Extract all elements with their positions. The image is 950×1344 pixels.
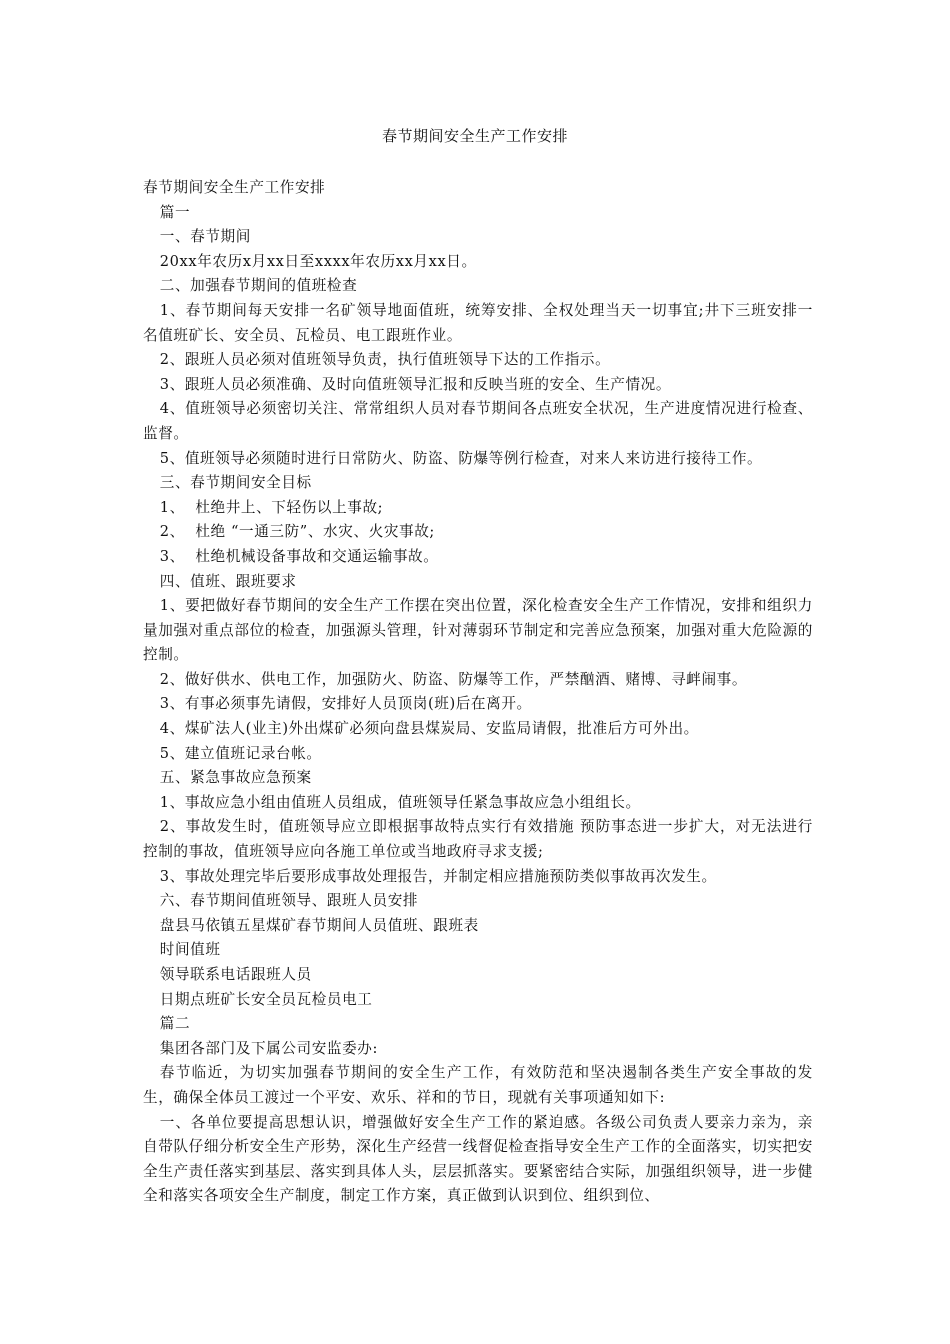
document-body [143, 176, 813, 1209]
section-heading: 五、紧急事故应急预案 [159, 769, 312, 787]
section-heading: 篇二 [159, 1015, 191, 1033]
paragraph: 一、各单位要提高思想认识，增强做好安全生产工作的紧迫感。各级公司负责人要亲力亲为，亲自带队仔细分析安全生产形势，深化生产经营一线督促检查指导安全生产工作的全面落实，切实把安全生产责任落实到基层、落实到具体人头，层层抓落实。要紧密结合实际，加强组织领导，进一步健全和落实各项安全生产制度，制定工作方案，真正做到认识到位、组织到位、 [143, 1113, 813, 1205]
paragraph: 3、事故处理完毕后要形成事故处理报告，并制定相应措施预防类似事故再次发生。 [159, 867, 717, 885]
paragraph: 3、有事必须事先请假，安排好人员顶岗(班)后在离开。 [159, 695, 532, 713]
paragraph: 2、跟班人员必须对值班领导负责，执行值班领导下达的工作指示。 [159, 351, 611, 369]
paragraph: 领导联系电话跟班人员 [159, 966, 312, 983]
paragraph: 4、值班领导必须密切关注、常常组织人员对春节期间各点班安全状况，生产进度情况进行检查、监督。 [143, 400, 813, 442]
section-heading: 二、加强春节期间的值班检查 [159, 277, 358, 295]
paragraph: 3、跟班人员必须准确、及时向值班领导汇报和反映当班的安全、生产情况。 [159, 375, 672, 393]
paragraph: 2、 杜绝 “一通三防”、水灾、火灾事故; [159, 523, 435, 541]
paragraph: 时间值班 [159, 941, 221, 959]
paragraph: 日期点班矿长安全员瓦检员电工 [159, 990, 373, 1008]
paragraph: 5、建立值班记录台帐。 [159, 744, 322, 762]
paragraph: 集团各部门及下属公司安监委办: [159, 1039, 379, 1057]
paragraph: 4、煤矿法人(业主)外出煤矿必须向盘县煤炭局、安监局请假，批准后方可外出。 [159, 720, 699, 738]
paragraph: 1、 杜绝井上、下轻伤以上事故; [159, 498, 384, 516]
section-heading: 四、值班、跟班要求 [159, 572, 297, 590]
paragraph: 3、 杜绝机械设备事故和交通运输事故。 [159, 547, 439, 565]
paragraph: 20xx年农历x月xx日至xxxx年农历xx月xx日。 [159, 252, 477, 270]
document-subtitle: 春节期间安全生产工作安排 [143, 179, 326, 196]
paragraph: 1、事故应急小组由值班人员组成，值班领导任紧急事故应急小组组长。 [159, 793, 641, 811]
paragraph: 春节临近，为切实加强春节期间的安全生产工作，有效防范和坚决遏制各类生产安全事故的发生，确保全体员工渡过一个平安、欢乐、祥和的节日，现就有关事项通知如下: [143, 1064, 813, 1106]
paragraph: 1、要把做好春节期间的安全生产工作摆在突出位置，深化检查安全生产工作情况，安排和组织力量加强对重点部位的检查，加强源头管理，针对薄弱环节制定和完善应急预案，加强对重大危险源的控制。 [143, 597, 813, 664]
paragraph: 2、做好供水、供电工作，加强防火、防盗、防爆等工作，严禁酗酒、赌博、寻衅闹事。 [159, 670, 748, 688]
paragraph: 1、春节期间每天安排一名矿领导地面值班，统筹安排、全权处理当天一切事宜;井下三班安排一名值班矿长、安全员、瓦检员、电工跟班作业。 [143, 301, 813, 344]
section-heading: 六、春节期间值班领导、跟班人员安排 [159, 892, 419, 910]
paragraph: 2、事故发生时，值班领导应立即根据事故特点实行有效措施 预防事态进一步扩大，对无法进行控制的事故，值班领导应向各施工单位或当地政府寻求支援; [143, 818, 813, 861]
section-heading: 三、春节期间安全目标 [159, 474, 312, 492]
paragraph: 5、值班领导必须随时进行日常防火、防盗、防爆等例行检查，对来人来访进行接待工作。 [159, 449, 763, 467]
document-title: 春节期间安全生产工作安排 [381, 127, 568, 145]
section-heading: 一、春节期间 [159, 228, 251, 246]
paragraph: 盘县马依镇五星煤矿春节期间人员值班、跟班表 [159, 916, 479, 934]
section-heading: 篇一 [159, 203, 191, 221]
